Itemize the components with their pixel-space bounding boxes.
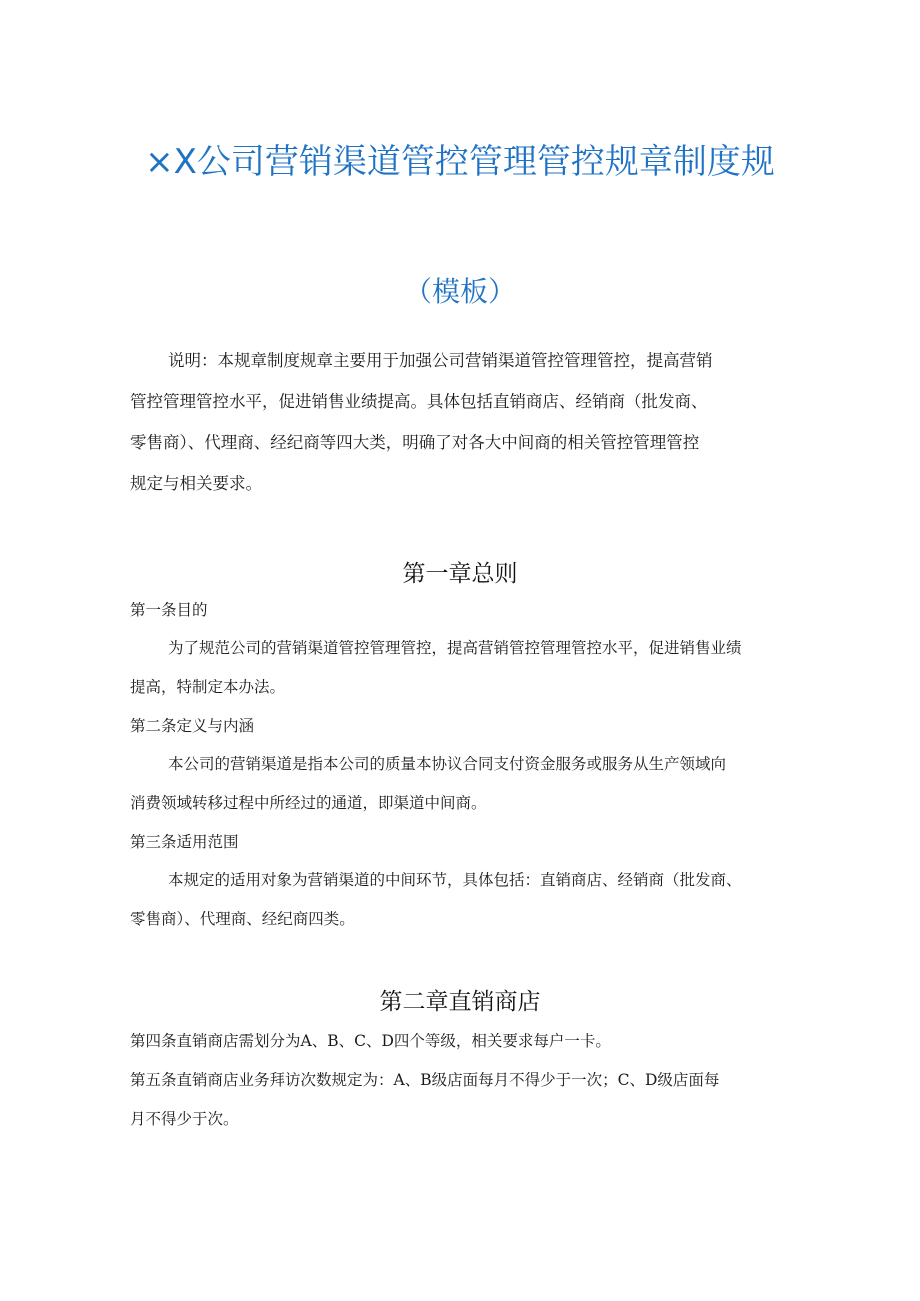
intro-paragraph bbox=[130, 340, 795, 504]
intro-line: 规定与相关要求。 bbox=[130, 474, 262, 493]
chapter-1-body bbox=[130, 591, 820, 939]
chapter-2-body bbox=[130, 1022, 820, 1139]
document-title: ×X公司营销渠道管控管理管控规章制度规 bbox=[145, 142, 775, 182]
chapter-2-heading: 第二章直销商店 bbox=[379, 989, 541, 1015]
article-2-line: 本公司的营销渠道是指本公司的质量本协议合同支付资金服务或服务从生产领域向 bbox=[168, 755, 727, 773]
article-5-line: 月不得少于次。 bbox=[130, 1110, 239, 1128]
article-1-heading: 第一条目的 bbox=[130, 601, 208, 619]
document-subtitle: （模板） bbox=[403, 275, 516, 308]
article-3-line: 零售商）、代理商、经纪商四类。 bbox=[130, 910, 355, 928]
intro-line: 说明：本规章制度规章主要用于加强公司营销渠道管控管理管控，提高营销 bbox=[168, 351, 713, 370]
article-2-heading: 第二条定义与内涵 bbox=[130, 717, 255, 735]
chapter-1-heading: 第一章总则 bbox=[402, 561, 518, 587]
article-4-line: 第四条直销商店需划分为A、B、C、D四个等级，相关要求每户一卡。 bbox=[130, 1032, 611, 1050]
intro-line: 管控管理管控水平，促进销售业绩提高。具体包括直销商店、经销商（批发商、 bbox=[130, 392, 708, 411]
article-1-line: 提高，特制定本办法。 bbox=[130, 678, 286, 696]
article-1-line: 为了规范公司的营销渠道管控管理管控，提高营销管控管理管控水平，促进销售业绩 bbox=[168, 639, 742, 657]
intro-line: 零售商）、代理商、经纪商等四大类，明确了对各大中间商的相关管控管理管控 bbox=[130, 433, 700, 452]
article-2-line: 消费领域转移过程中所经过的通道，即渠道中间商。 bbox=[130, 794, 487, 812]
article-5-line: 第五条直销商店业务拜访次数规定为：A、B级店面每月不得少于一次；C、D级店面每 bbox=[130, 1071, 720, 1089]
article-3-heading: 第三条适用范围 bbox=[130, 833, 239, 851]
article-3-line: 本规定的适用对象为营销渠道的中间环节，具体包括：直销商店、经销商（批发商、 bbox=[168, 871, 742, 889]
